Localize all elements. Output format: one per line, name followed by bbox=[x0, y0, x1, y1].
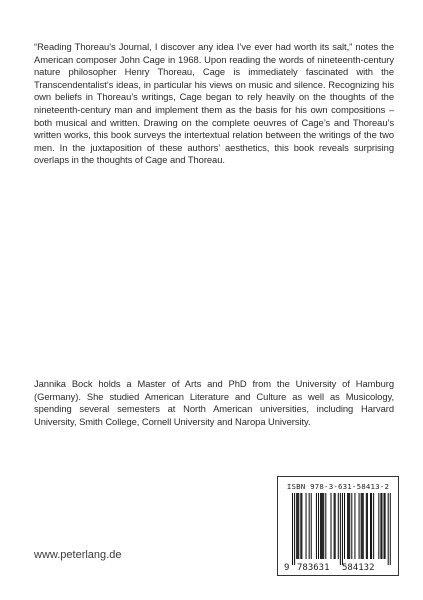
barcode-bar bbox=[354, 493, 355, 559]
barcode-bar bbox=[344, 493, 345, 559]
barcode-bar bbox=[292, 493, 293, 565]
barcode-bar bbox=[347, 493, 348, 559]
barcode-bar bbox=[342, 493, 343, 565]
barcode-bar bbox=[367, 493, 368, 559]
barcode-bar bbox=[340, 493, 341, 565]
book-blurb: “Reading Thoreau’s Journal, I discover any idea I’ve ever had worth its salt,” notes the American composer John Cage in 1968. Upon reading the words of nineteenth-century nature philosopher Henry Thoreau, Cage is immediately fascinated with the Transcendentalist’s ideas, in particular his views on music and silence. Recognizing his own beliefs in Thoreau’s writings, Cage began to rely heavily on the thoughts of the nineteenth-century man and implement them as the basis for his own compositions – both musical and written. Drawing on the complete oeuvres of Cage’s and Thoreau’s written works, this book surveys the intertextual relation between the writings of the two men. In the juxtaposition of these authors’ aesthetics, this book reveals surprising overlaps in the thoughts of Cage and Thoreau. bbox=[34, 41, 394, 166]
barcode-bar bbox=[385, 493, 386, 559]
barcode-bar bbox=[297, 493, 298, 559]
barcode-bar bbox=[298, 493, 299, 559]
barcode-bar bbox=[306, 493, 307, 559]
barcode-bar bbox=[321, 493, 322, 559]
ean-left-digits: 783631 bbox=[297, 563, 330, 573]
barcode-bar bbox=[330, 493, 331, 559]
publisher-website: www.peterlang.de bbox=[34, 549, 122, 561]
ean-first-digit: 9 bbox=[284, 563, 290, 573]
barcode-bar bbox=[366, 493, 367, 559]
barcode-bar bbox=[311, 493, 312, 559]
barcode-bar bbox=[334, 493, 335, 559]
barcode-bar bbox=[363, 493, 364, 559]
barcode-graphic bbox=[284, 493, 392, 573]
isbn-barcode-box bbox=[277, 476, 399, 576]
barcode-bar bbox=[325, 493, 326, 559]
barcode-bar bbox=[309, 493, 310, 559]
barcode-bars bbox=[292, 493, 391, 565]
ean-barcode bbox=[284, 493, 392, 573]
barcode-bar bbox=[373, 493, 374, 559]
barcode-bar bbox=[322, 493, 323, 559]
barcode-bar bbox=[301, 493, 302, 559]
barcode-bar bbox=[390, 493, 391, 565]
barcode-bar bbox=[349, 493, 350, 559]
barcode-bar bbox=[351, 493, 352, 559]
barcode-bar bbox=[338, 493, 339, 559]
barcode-bar bbox=[294, 493, 295, 565]
barcode-bar bbox=[323, 493, 324, 559]
barcode-bar bbox=[384, 493, 385, 559]
barcode-bar bbox=[335, 493, 336, 559]
barcode-bar bbox=[296, 493, 297, 559]
barcode-bar bbox=[380, 493, 381, 559]
barcode-bar bbox=[381, 493, 382, 559]
barcode-bar bbox=[362, 493, 363, 559]
barcode-bar bbox=[371, 493, 372, 559]
barcode-bar bbox=[370, 493, 371, 559]
author-bio: Jannika Bock holds a Master of Arts and PhD from the University of Hamburg (Germany). She studied American Literature and Culture as well as Musicology, spending several semesters at North American universities, including Harvard University, Smith College, Cornell University and Naropa University. bbox=[34, 378, 394, 427]
barcode-bar bbox=[300, 493, 301, 559]
barcode-bar bbox=[320, 493, 321, 559]
barcode-bar bbox=[378, 493, 379, 559]
barcode-bar bbox=[318, 493, 319, 559]
isbn-label: ISBN 978-3-631-58413-2 bbox=[286, 482, 390, 491]
barcode-bar bbox=[316, 493, 317, 559]
barcode-bar bbox=[361, 493, 362, 559]
barcode-bar bbox=[359, 493, 360, 559]
ean-right-digits: 584132 bbox=[342, 563, 375, 573]
barcode-bar bbox=[348, 493, 349, 559]
barcode-bar bbox=[388, 493, 389, 565]
